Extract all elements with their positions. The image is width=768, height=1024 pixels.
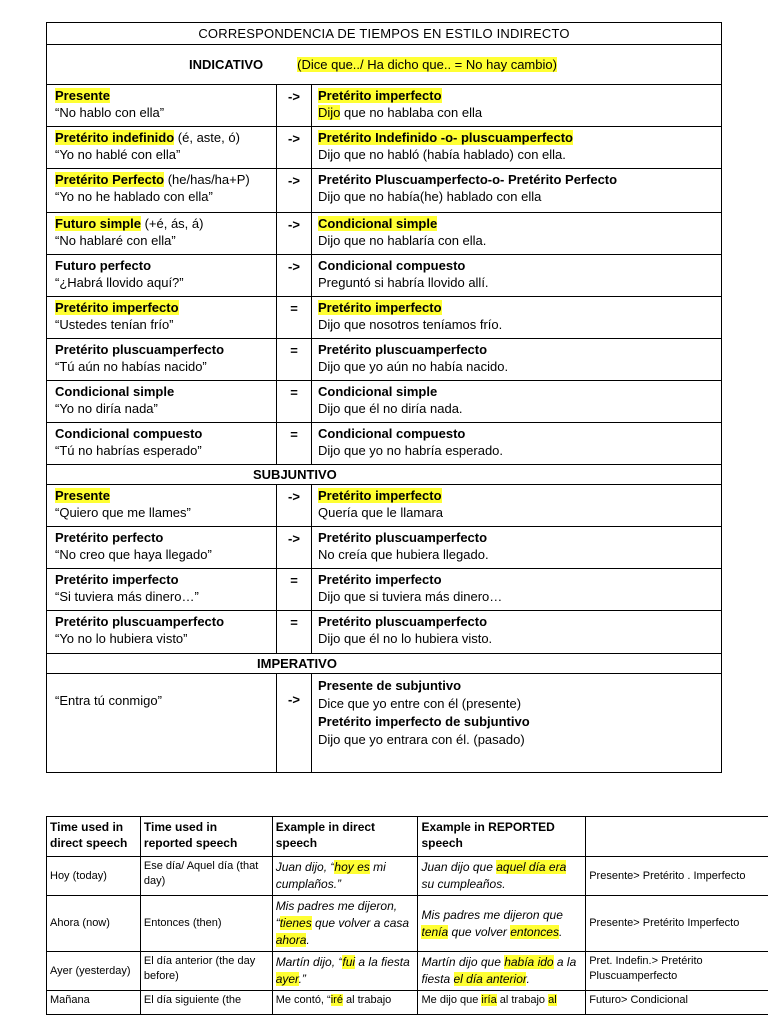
column-header: Example in direct speech [272,817,418,857]
reported-cell [312,611,721,653]
indicativo-note: (Dice que../ Ha dicho que.. = No hay cambio) [297,57,557,72]
reported-time-cell: Ese día/ Aquel día (that day) [140,857,272,896]
direct-example: “¿Habrá llovido aquí?” [55,275,184,290]
subjuntivo-label: SUBJUNTIVO [253,467,337,482]
reported-example-cell: Mis padres me dijeron que tenía que volver entonces. [418,896,586,952]
reported-example-cell: Martín dijo que había ido a la fiesta el día anterior. [418,952,586,991]
change-symbol: = [277,297,312,338]
subjuntivo-header [47,465,721,485]
direct-example: “Yo no hablé con ella” [55,147,181,162]
column-header [586,817,768,857]
table-header-row [47,817,768,857]
change-symbol: = [277,381,312,422]
imperativo-header [47,654,721,674]
reported-cell [312,297,721,338]
direct-example: “Yo no diría nada” [55,401,158,416]
direct-cell [47,297,277,338]
reported-tense-label: Condicional simple [318,216,438,231]
reported-example: Dijo que no había(he) hablado con ella [318,189,542,204]
reported-example: Dijo que nosotros teníamos frío. [318,317,503,332]
reported-tense-label: Presente de subjuntivo [318,678,462,693]
reported-cell [312,85,721,126]
direct-cell [47,255,277,296]
table-row [47,857,768,896]
change-symbol: -> [277,255,312,296]
direct-example-cell: Me contó, “iré al trabajo [272,991,418,1015]
reported-tense-label: Condicional compuesto [318,258,466,273]
tense-label: Pretérito perfecto [55,530,164,545]
reported-tense-label: Pretérito Pluscuamperfecto-o- Pretérito Perfecto [318,172,618,187]
tense-label: Pretérito Perfecto [55,172,165,187]
reported-example: Dijo que yo entrara con él. (pasado) [318,732,525,747]
tense-endings: (+é, ás, á) [140,216,204,231]
reported-example: No creía que hubiera llegado. [318,547,489,562]
table-row [47,255,721,297]
time-expressions-table [46,816,768,1015]
reported-tense-label: Pretérito pluscuamperfecto [318,614,488,629]
change-symbol: -> [277,85,312,126]
reported-example: Dijo que él no lo hubiera visto. [318,631,493,646]
direct-example: “Yo no lo hubiera visto” [55,631,188,646]
change-symbol: -> [277,127,312,168]
reported-time-cell: El día siguiente (the [140,991,272,1015]
reported-example-cell: Juan dijo que aquel día era su cumpleaños. [418,857,586,896]
tense-label: Futuro perfecto [55,258,152,273]
direct-example: “Si tuviera más dinero…” [55,589,199,604]
change-symbol: = [277,339,312,380]
reported-cell [312,127,721,168]
direct-example: “Entra tú conmigo” [55,693,162,708]
reported-example: Dijo que él no diría nada. [318,401,463,416]
tense-label: Presente [55,88,110,103]
direct-example: “Quiero que me llames” [55,505,191,520]
direct-cell [47,569,277,610]
column-header: Time used in direct speech [47,817,141,857]
direct-example: “Tú aún no habías nacido” [55,359,207,374]
table-row [47,952,768,991]
change-symbol: = [277,569,312,610]
direct-example-cell: Mis padres me dijeron, “tienes que volver a casa ahora. [272,896,418,952]
tense-label: Condicional compuesto [55,426,203,441]
tense-label: Pretérito imperfecto [55,572,179,587]
table-row [47,991,768,1015]
column-header: Time used in reported speech [140,817,272,857]
tense-change-note: Pret. Indefin.> Pretérito Pluscuamperfecto [586,952,768,991]
reported-time-cell: Entonces (then) [140,896,272,952]
direct-cell [47,213,277,254]
tense-endings: (é, aste, ó) [174,130,240,145]
table-row [47,297,721,339]
reported-tense-label: Pretérito Indefinido -o- pluscuamperfecto [318,130,573,145]
direct-example: “Ustedes tenían frío” [55,317,174,332]
reported-cell [312,485,721,526]
tense-correspondence-table [46,22,722,773]
direct-cell [47,611,277,653]
tense-label: Condicional simple [55,384,175,399]
reported-tense-label: Pretérito pluscuamperfecto [318,530,488,545]
reported-example: Dijo que si tuviera más dinero… [318,589,503,604]
reported-cell [312,169,721,212]
table-row [47,896,768,952]
reported-time-cell: El día anterior (the day before) [140,952,272,991]
table-row [47,674,721,772]
reported-cell [312,674,721,772]
direct-example-cell: Juan dijo, “hoy es mi cumplaños.” [272,857,418,896]
tense-change-note: Presente> Pretérito Imperfecto [586,896,768,952]
reported-example: Quería que le llamara [318,505,444,520]
reported-example: Dijo que yo no habría esperado. [318,443,504,458]
reported-tense-label: Pretérito imperfecto [318,300,442,315]
reported-example-cell: Me dijo que iría al trabajo al [418,991,586,1015]
direct-cell [47,423,277,464]
direct-cell [47,527,277,568]
change-symbol: = [277,423,312,464]
reported-cell [312,381,721,422]
change-symbol: = [277,611,312,653]
reported-tense-label: Pretérito imperfecto de subjuntivo [318,714,530,729]
change-symbol: -> [277,169,312,212]
reported-cell [312,569,721,610]
table-title-text: CORRESPONDENCIA DE TIEMPOS EN ESTILO INDIRECTO [198,26,570,41]
reported-tense-label: Pretérito imperfecto [318,488,442,503]
tense-endings: (he/has/ha+P) [164,172,250,187]
change-symbol: -> [277,527,312,568]
table-row [47,423,721,465]
reported-tense-label: Pretérito imperfecto [318,572,442,587]
reported-example: Dijo que no hablaría con ella. [318,233,487,248]
indicativo-header [47,45,721,85]
tense-label: Presente [55,488,110,503]
table-title [47,23,721,45]
direct-example: “No hablaré con ella” [55,233,176,248]
table-row [47,527,721,569]
direct-cell [47,85,277,126]
direct-cell [47,339,277,380]
table-row [47,339,721,381]
direct-cell [47,169,277,212]
reported-example: Dice que yo entre con él (presente) [318,696,522,711]
change-symbol: -> [277,485,312,526]
change-symbol: -> [277,674,312,772]
direct-example: “Tú no habrías esperado” [55,443,202,458]
reported-tense-label: Pretérito pluscuamperfecto [318,342,488,357]
indicativo-label: INDICATIVO [189,57,264,72]
reported-tense-label: Pretérito imperfecto [318,88,442,103]
direct-time-cell: Ahora (now) [47,896,141,952]
direct-cell [47,485,277,526]
reported-cell [312,527,721,568]
table-row [47,569,721,611]
direct-cell [47,127,277,168]
tense-label: Pretérito imperfecto [55,300,179,315]
tense-change-note: Presente> Pretérito . Imperfecto [586,857,768,896]
direct-cell [47,381,277,422]
reported-example: Dijo que yo aún no había nacido. [318,359,509,374]
table-row [47,213,721,255]
reported-example: que no hablaba con ella [340,105,483,120]
reported-cell [312,213,721,254]
reported-tense-label: Condicional simple [318,384,438,399]
reported-example: Dijo que no habló (había hablado) con ella. [318,147,566,162]
change-symbol: -> [277,213,312,254]
direct-time-cell: Ayer (yesterday) [47,952,141,991]
direct-example-cell: Martín dijo, “fui a la fiesta ayer.” [272,952,418,991]
direct-time-cell: Mañana [47,991,141,1015]
table-row [47,169,721,213]
tense-label: Pretérito pluscuamperfecto [55,614,225,629]
table-row [47,85,721,127]
reported-highlight-word: Dijo [318,105,341,120]
reported-cell [312,423,721,464]
direct-example: “No hablo con ella” [55,105,165,120]
direct-cell [47,674,277,772]
column-header: Example in REPORTED speech [418,817,586,857]
reported-tense-label: Condicional compuesto [318,426,466,441]
table-row [47,127,721,169]
tense-label: Futuro simple [55,216,141,231]
reported-cell [312,255,721,296]
tense-label: Pretérito indefinido [55,130,175,145]
reported-cell [312,339,721,380]
reported-example: Preguntó si habría llovido allí. [318,275,489,290]
tense-label: Pretérito pluscuamperfecto [55,342,225,357]
imperativo-label: IMPERATIVO [257,656,337,671]
direct-example: “Yo no he hablado con ella” [55,189,213,204]
table-row [47,381,721,423]
table-row [47,611,721,654]
direct-example: “No creo que haya llegado” [55,547,212,562]
table-row [47,485,721,527]
direct-time-cell: Hoy (today) [47,857,141,896]
tense-change-note: Futuro> Condicional [586,991,768,1015]
